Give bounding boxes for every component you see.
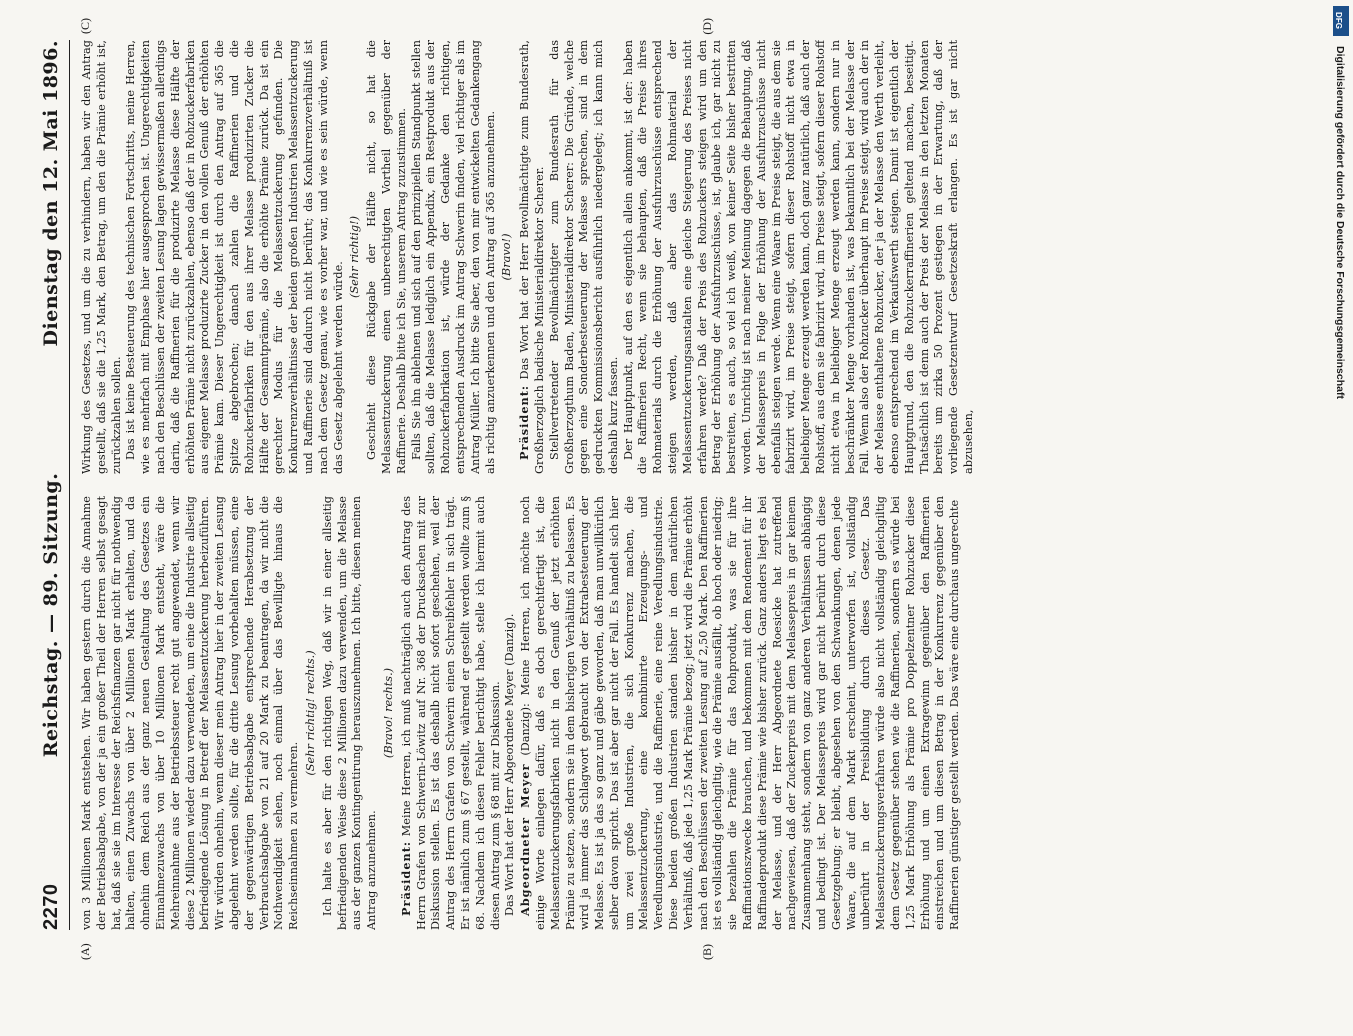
paragraph: Geschieht diese Rückgabe der Hälfte nicht, so hat die Melassentzuckerung einen unberechtigten Vortheil gegenüber der Raffinerie. Deshalb bitte ich Sie, unserem Antrag zuzustimmen. bbox=[365, 40, 408, 474]
paragraph: Ich halte es aber für den richtigen Weg, daß wir in einer allseitig befriedigenden Weise diese 2 Millionen dazu verwenden, um die Melasse aus der ganzen Kontingentirung herauszunehmen. Ich bitte, diesen meinen Antrag anzunehmen. bbox=[320, 496, 379, 930]
margin-marker-c: (C) bbox=[78, 18, 92, 34]
right-column bbox=[80, 40, 1280, 474]
margin-marker-b: (B) bbox=[700, 944, 714, 960]
speaker-label: Abgeordneter Meyer bbox=[518, 763, 533, 916]
paragraph: Das Wort hat der Herr Bevollmächtigte zum Bundesrath, Großherzoglich badische Ministerialdirektor Scherer. bbox=[518, 40, 546, 474]
interjection: (Bravo!) bbox=[500, 233, 514, 281]
interjection: (Sehr richtig! rechts.) bbox=[303, 650, 317, 776]
paragraph: Das Wort hat der Herr Abgeordnete Meyer (Danzig). bbox=[503, 613, 517, 916]
digitization-notice bbox=[1329, 6, 1351, 996]
margin-marker-d: (D) bbox=[700, 18, 714, 35]
page-header bbox=[40, 40, 70, 930]
paragraph: Falls Sie ihn ablehnen und sich auf den prinzipiellen Standpunkt stellen sollten, daß die Melasse lediglich ein Appendix, ein Restprodukt aus der Rohzuckerfabrikation ist, würde der Gedanke den richtigen, entsprechenden Ausdruck im Antrag Schwerin finden, viel richtiger als im Antrag Müller. Ich bitte Sie aber, den von mir entwickelten Gedankengang als richtig anzuerkennen und den Antrag auf 365 anzunehmen. bbox=[409, 40, 497, 474]
page-number: 2270 bbox=[40, 883, 62, 930]
left-column bbox=[80, 496, 1280, 930]
paragraph: Der Hauptpunkt, auf den es eigentlich allein ankommt, ist der: haben die Raffinerien Recht, wenn sie behaupten, daß die Preise ihres Rohmaterials durch die Erhöhung der Ausfuhrzuschüsse entsprechend steigen werden, daß aber das Rohmaterial der Melassentzuckerungsanstalten eine gleiche Steigerung des Preises nicht erfahren werde? Daß der Preis des Rohzuckers steigen wird um den Betrag der Erhöhung der Ausfuhrzuschüsse, ist, glaube ich, gar nicht zu bestreiten, es auch, so viel ich weiß, von keiner Seite bisher bestritten worden. Unrichtig ist nach meiner Meinung dagegen die Behauptung, daß der Melassepreis in Folge der Erhöhung der Ausfuhrzuschüsse nicht ebenfalls steigen werde. Wenn eine Waare im Preise steigt, die aus dem sie fabrizirt wird, im Preise steigt, sofern dieser Rohstoff nicht etwa in beliebiger Menge erzeugt werden kann, doch ganz natürlich, daß auch der Rohstoff, aus dem sie fabrizirt wird, im Preise steigt, sofern dieser Rohstoff nicht etwa in beliebiger Menge erzeugt werden kann, sondern nur in beschränkter Menge vorhanden ist, was bekanntlich bei der Melasse der Fall. Wenn also der Rohzucker überhaupt im Preise steigt, wird auch der in der Melasse enthaltene Rohzucker, der ja der Melasse den Werth verleiht, ebenso entsprechend im Verkaufswerth steigen. Damit ist eigentlich der Hauptgrund, den die Rohzuckerraffinerien geltend machen, beseitigt. Thatsächlich ist denn auch der Preis der Melasse in den letzten Monaten bereits um zirka 50 Prozent gestiegen in der Erwartung, daß der vorliegende Gesetzentwurf Gesetzeskraft erlangen. Es ist gar nicht abzusehen, bbox=[621, 40, 976, 474]
paragraph: Wirkung des Gesetzes, und um die zu verhindern, haben wir den Antrag gestellt, daß sie die 1,25 Mark, den Betrag, um den die Prämie erhöht ist, zurückzahlen sollen. bbox=[80, 40, 123, 474]
paragraph: (Danzig): Meine Herren, ich möchte noch einige Worte einlegen dafür, daß es doch gerechtfertigt ist, die Melassentzuckerungsfabriken nicht in den Genuß der jetzt erhöhten Prämie zu setzen, sondern sie in dem bisherigen Verhältniß zu belassen. Es wird ja immer das Schlagwort gebraucht von der Extrabesteuerung der Melasse. Es ist ja das so ganz und gäbe geworden, daß man unwillkürlich selber davon spricht. Das ist aber gar nicht der Fall. Es handelt sich hier um zwei große Industrien, die sich Konkurrenz machen, die Melassentzuckerung, eine kombinirte Erzeugungs- und Veredlungsindustrie, und die Raffinerie, eine reine Veredlungsindustrie. Diese beiden großen Industrien standen bisher in dem natürlichen Verhältniß, daß jede 1,25 Mark Prämie bezog; jetzt wird die Prämie erhöht nach den Beschlüssen der zweiten Lesung auf 2,50 Mark. Den Raffinerien ist es vollständig gleichgiltig, wie die Prämie ausfällt, ob hoch oder niedrig; sie bezahlen die Prämie für das Rohprodukt, was sie für ihre Raffinationszwecke brauchen, und bekommen mit dem Rendement für ihr Raffinadeprodukt diese Prämie wie bisher zurück. Ganz anders liegt es bei der Melasse, und der Herr Abgeordnete Roesicke hat zutreffend nachgewiesen, daß der Zuckerpreis mit dem Melassepreis in gar keinem Zusammenhang steht, sondern von ganz anderen Verhältnissen abhängig und bedingt ist. Der Melassepreis wird gar nicht berührt durch diese Gesetzgebung; er bleibt, abgesehen von den Schwankungen, denen jede Waare, die auf dem Markt erscheint, unterworfen ist, vollständig unberührt in der Preisbildung durch dieses Gesetz. Das Melassentzuckerungsverfahren würde also nicht vollständig gleichgiltig dem Gesetz gegenüber stehen wie die Raffinerien, sondern es würde bei 1,25 Mark Erhöhung als Prämie pro Doppelzentner Rohzucker diese Erhöhung und um einen Extragewinn gegenüber den Raffinerien einstreichen und um diesen Betrag in der Konkurrenz gegenüber den Raffinerien günstiger gestellt werden. Das wäre eine durchaus ungerechte bbox=[519, 496, 962, 930]
header-left-title: Reichstag. — 89. Sitzung. bbox=[40, 472, 62, 758]
digitization-text: Digitalisierung gefördert durch die Deutsche Forschungsgemeinschaft bbox=[1334, 46, 1346, 399]
paragraph: von 3 Millionen Mark entstehen. Wir haben gestern durch die Annahme der Betriebsabgabe, von der ja ein großer Theil der Herren selbst gesagt hat, daß sie sie im Interesse der Reichsfinanzen gar nicht für nothwendig halten, einen Zuwachs von über 2 Millionen Mark erhalten, und da ohnehin dem Reich aus der ganz neuen Gestaltung des Gesetzes ein Einnahmezuwachs von über 10 Millionen Mark entsteht, wäre die Mehreinnahme aus der Betriebssteuer recht gut angewendet, wenn wir diese 2 Millionen wieder dazu verwendeten, um eine die Industrie allseitig befriedigende Lösung in Betreff der Melassentzuckerung herbeizuführen. Wir würden ohnehin, wenn dieser mein Antrag hier in der zweiten Lesung abgelehnt werden sollte, für die dritte Lesung vorbehalten müssen, eine der gegenwärtigen Betriebsabgabe entsprechende Herabsetzung der Verbrauchsabgabe von 21 auf 20 Mark zu beantragen, da wir nicht die Nothwendigkeit sehen, noch einmal über das Bewilligte hinaus die Reichseinnahmen zu vermehren. bbox=[80, 496, 301, 930]
speaker-label: Präsident: bbox=[517, 384, 532, 460]
interjection: (Sehr richtig!) bbox=[348, 215, 362, 299]
margin-marker-a: (A) bbox=[78, 943, 92, 960]
paragraph: Meine Herren, ich muß nachträglich auch den Antrag des Herrn Grafen von Schwerin-Löwitz auf Nr. 368 der Drucksachen mit zur Diskussion stellen. Es ist das deshalb nicht sofort geschehen, weil der Antrag des Herrn Grafen von Schwerin einen Schreibfehler in sich trägt. Er ist nämlich zum § 67 gestellt, während er gestellt werden wollte zum § 68. Nachdem ich diesen Fehler berichtigt habe, stelle ich hiermit auch diesen Antrag zum § 68 mit zur Diskussion. bbox=[399, 496, 502, 930]
speaker-label: Präsident: bbox=[398, 840, 413, 916]
paragraph: Stellvertretender Bevollmächtigter zum Bundesrath für das Großherzogthum Baden, Ministerialdirektor Scherer: Die Gründe, welche gegen eine Sonderbesteuerung der Melasse sprechen, sind in dem gedruckten Kommissionsbericht ausführlich niedergelegt; ich kann mich deshalb kurz fassen. bbox=[547, 40, 620, 474]
paragraph: Das ist keine Besteuerung des technischen Fortschritts, meine Herren, wie es mehrfach mit Emphase hier ausgesprochen ist. Ungerechtigkeiten nach den Beschlüssen der zweiten Lesung lagen gewissermaßen allerdings darin, daß die Raffinerien für die produzirte Melasse diese Hälfte der erhöhten Prämie nicht zurückzahlen, ebenso daß der in Rohzuckerfabriken aus eigener Melasse produzirte Zucker in den vollen Genuß der erhöhten Prämie kam. Dieser Ungerechtigkeit ist durch den Antrag auf 365 die Spitze abgebrochen; danach zahlen die Raffinerien und die Rohzuckerfabriken für den aus ihrer Melasse produzirten Zucker die Hälfte der Gesammtprämie, also die erhöhte Prämie zurück. Da ist ein gerechter Modus für die Melassentzuckerung gefunden. Die Konkurrenzverhältnisse der beiden großen Industrien Melassentzuckerung und Raffinerie sind dadurch nicht berührt; das Konkurrenzverhältniß ist nach dem Gesetz genau, wie es vorher war, und wie es sein würde, wenn das Gesetz abgelehnt werden würde. bbox=[124, 40, 345, 474]
interjection: (Bravo! rechts.) bbox=[381, 667, 395, 759]
dfg-logo: DFG bbox=[1333, 6, 1349, 36]
header-right-title: Dienstag den 12. Mai 1896. bbox=[40, 40, 62, 347]
